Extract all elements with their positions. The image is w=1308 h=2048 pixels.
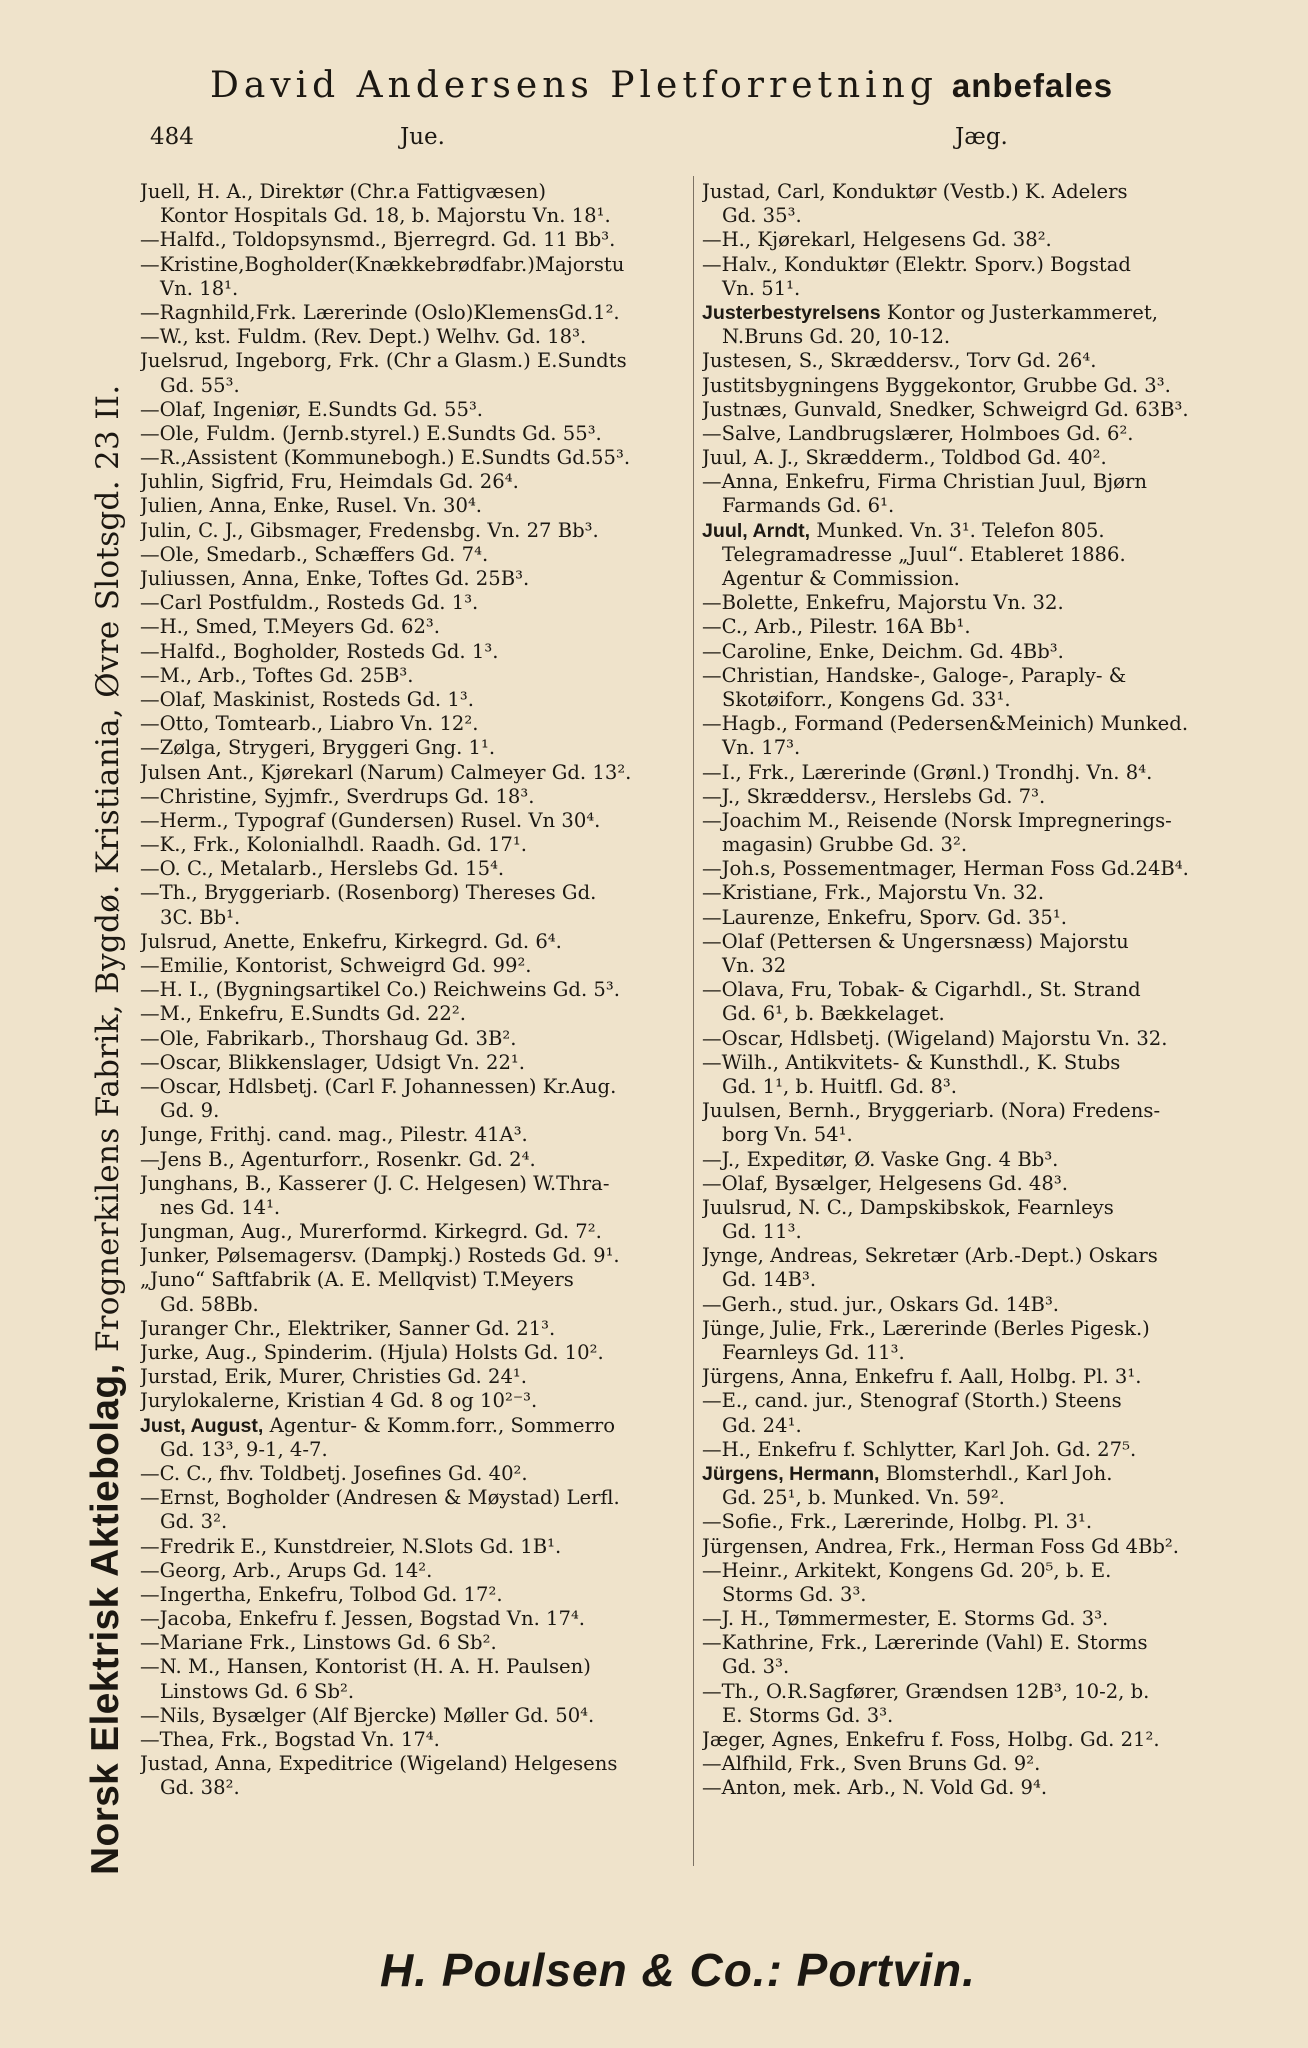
directory-entry-line: Justerbestyrelsens Kontor og Justerkammeret, bbox=[702, 300, 1158, 324]
directory-entry-line: —J. H., Tømmermester, E. Storms Gd. 3³. bbox=[702, 1607, 1109, 1631]
directory-entry-line: —Salve, Landbrugslærer, Holmboes Gd. 6². bbox=[702, 421, 1134, 445]
directory-entry-line: Gd. 3². bbox=[160, 1510, 228, 1534]
directory-entry-line: —Zølga, Strygeri, Bryggeri Gng. 1¹. bbox=[140, 736, 496, 760]
directory-entry-line: Skotøiforr., Kongens Gd. 33¹. bbox=[722, 687, 1011, 711]
directory-entry-line: —Ole, Fuldm. (Jernb.styrel.) E.Sundts Gd. 55³. bbox=[140, 421, 602, 445]
directory-entry-line: —Wilh., Antikvitets- & Kunsthdl., K. Stubs bbox=[702, 1050, 1121, 1074]
directory-entry-line: Kontor Hospitals Gd. 18, b. Majorstu Vn. 18¹. bbox=[160, 204, 611, 228]
directory-entry-line: —Oscar, Blikkenslager, Udsigt Vn. 22¹. bbox=[140, 1050, 526, 1074]
directory-entry-line: —Olaf, Maskinist, Rosteds Gd. 1³. bbox=[140, 687, 474, 711]
directory-entry-line: Gd. 25¹, b. Munked. Vn. 59². bbox=[722, 1486, 1005, 1510]
directory-entry-line: —Gerh., stud. jur., Oskars Gd. 14B³. bbox=[702, 1292, 1060, 1316]
directory-entry-line: Gd. 58Bb. bbox=[160, 1292, 259, 1316]
directory-entry-line: E. Storms Gd. 3³. bbox=[722, 1703, 894, 1727]
directory-entry-line: Gd. 35³. bbox=[722, 204, 802, 228]
directory-entry-line: —I., Frk., Lærerinde (Grønl.) Trondhj. Vn. 8⁴. bbox=[702, 760, 1153, 784]
directory-entry-line: Justad, Carl, Konduktør (Vestb.) K. Adelers bbox=[702, 180, 1128, 203]
directory-entry-line: —Olaf, Bysælger, Helgesens Gd. 48³. bbox=[702, 1171, 1068, 1195]
directory-entry-line: Juul, Arndt, Munked. Vn. 3¹. Telefon 805. bbox=[702, 518, 1105, 542]
directory-entry-line: —Anna, Enkefru, Firma Christian Juul, Bjørn bbox=[702, 470, 1147, 494]
directory-entry-line: Jürgensen, Andrea, Frk., Herman Foss Gd 4Bb². bbox=[702, 1534, 1179, 1558]
directory-entry-line: Farmands Gd. 6¹. bbox=[722, 494, 895, 518]
directory-entry-line: Gd. 11³. bbox=[722, 1220, 802, 1244]
directory-entry-line: —Otto, Tomtearb., Liabro Vn. 12². bbox=[140, 712, 479, 736]
directory-entry-line: magasin) Grubbe Gd. 3². bbox=[722, 833, 968, 857]
directory-entry-line: —Ole, Smedarb., Schæffers Gd. 7⁴. bbox=[140, 542, 489, 566]
top-advert-banner bbox=[210, 62, 1220, 110]
directory-entry-line: —Olava, Fru, Tobak- & Cigarhdl., St. Strand bbox=[702, 978, 1141, 1002]
directory-entry-line: Junge, Frithj. cand. mag., Pilestr. 41A³. bbox=[140, 1123, 528, 1147]
directory-entry-line: Fearnleys Gd. 11³. bbox=[722, 1341, 905, 1364]
directory-entry-line: —Joh.s, Possementmager, Herman Foss Gd.24B⁴. bbox=[702, 857, 1189, 881]
side-advert-rest: Frognerkilens Fabrik, Bygdø. Kristiania, Øvre Slotsgd. 23 II. bbox=[90, 384, 126, 1353]
directory-entry-line: —J., Skræddersv., Herslebs Gd. 7³. bbox=[702, 784, 1046, 808]
directory-entry-line: Storms Gd. 3³. bbox=[722, 1582, 867, 1606]
directory-entry-line: —C. C., fhv. Toldbetj. Josefines Gd. 40². bbox=[140, 1461, 528, 1485]
directory-entry-line: Linstows Gd. 6 Sb². bbox=[160, 1679, 355, 1703]
directory-entry-line: —Kristiane, Frk., Majorstu Vn. 32. bbox=[702, 881, 1045, 905]
directory-entry-line: Jürgens, Anna, Enkefru f. Aall, Holbg. Pl. 3¹. bbox=[702, 1365, 1142, 1389]
directory-entry-line: —Fredrik E., Kunstdreier, N.Slots Gd. 1B¹. bbox=[140, 1534, 562, 1558]
directory-entry-line: Just, August, Agentur- & Komm.forr., Sommerro bbox=[140, 1413, 615, 1437]
directory-entry-line: —Ole, Fabrikarb., Thorshaug Gd. 3B². bbox=[140, 1026, 517, 1050]
directory-entry-line: —H., Smed, T.Meyers Gd. 62³. bbox=[140, 615, 441, 639]
directory-entry-line: —J., Expeditør, Ø. Vaske Gng. 4 Bb³. bbox=[702, 1147, 1059, 1171]
directory-entry-line: Gd. 1¹, b. Huitfl. Gd. 8³. bbox=[722, 1074, 958, 1098]
directory-entry-line: Justnæs, Gunvald, Snedker, Schweigrd Gd. 63B³. bbox=[702, 397, 1189, 421]
directory-entry-line: —M., Enkefru, E.Sundts Gd. 22². bbox=[140, 1002, 466, 1026]
directory-entry-line: Julien, Anna, Enke, Rusel. Vn. 30⁴. bbox=[140, 494, 483, 518]
directory-entry-line: Justitsbygningens Byggekontor, Grubbe Gd. 3³. bbox=[702, 373, 1171, 397]
directory-entry-line: Juulsrud, N. C., Dampskibskok, Fearnleys bbox=[702, 1195, 1114, 1219]
directory-entry-line: N.Bruns Gd. 20, 10-12. bbox=[722, 325, 951, 349]
side-advert bbox=[80, 290, 132, 1875]
directory-entry-line: Vn. 17³. bbox=[722, 736, 801, 760]
page-number: 484 bbox=[150, 124, 194, 150]
directory-entry-line: Gd. 24¹. bbox=[722, 1413, 802, 1437]
right-column bbox=[702, 180, 1262, 1860]
directory-entry-line: —Carl Postfuldm., Rosteds Gd. 1³. bbox=[140, 591, 479, 615]
banner-text: David Andersens Pletforretning bbox=[210, 65, 938, 106]
directory-entry-line: —Joachim M., Reisende (Norsk Impregnerings- bbox=[702, 808, 1172, 832]
guide-word-right: Jæg. bbox=[955, 124, 1008, 150]
directory-entry-line: —O. C., Metalarb., Herslebs Gd. 15⁴. bbox=[140, 857, 505, 881]
directory-entry-line: —Emilie, Kontorist, Schweigrd Gd. 99². bbox=[140, 954, 532, 977]
directory-entry-line: Jürgens, Hermann, Blomsterhdl., Karl Joh. bbox=[702, 1461, 1113, 1485]
directory-entry-line: —Ingertha, Enkefru, Tolbod Gd. 17². bbox=[140, 1582, 503, 1606]
directory-entry-line: Junghans, B., Kasserer (J. C. Helgesen) W.Thra- bbox=[140, 1171, 610, 1195]
directory-entry-line: —Christian, Handske-, Galoge-, Paraply- & bbox=[702, 663, 1127, 687]
directory-entry-line: —Oscar, Hdlsbetj. (Carl F. Johannessen) Kr.Aug. bbox=[140, 1074, 617, 1098]
directory-entry-line: —H., Enkefru f. Schlytter, Karl Joh. Gd. 27⁵. bbox=[702, 1437, 1137, 1461]
directory-entry-line: Juell, H. A., Direktør (Chr.a Fattigvæsen) bbox=[140, 180, 547, 203]
directory-entry-line: Junker, Pølsemagersv. (Dampkj.) Rosteds Gd. 9¹. bbox=[140, 1244, 620, 1268]
side-advert-name: Norsk Elektrisk Aktiebolag, bbox=[84, 1363, 127, 1875]
directory-entry-line: Jæger, Agnes, Enkefru f. Foss, Holbg. Gd. 21². bbox=[702, 1728, 1160, 1751]
directory-entry-line: —Caroline, Enke, Deichm. Gd. 4Bb³. bbox=[702, 639, 1064, 663]
directory-entry-line: —Hagb., Formand (Pedersen&Meinich) Munked. bbox=[702, 712, 1189, 736]
directory-entry-line: Gd. 13³, 9-1, 4-7. bbox=[160, 1437, 328, 1461]
directory-entry-line: Telegramadresse „Juul“. Etableret 1886. bbox=[722, 542, 1126, 566]
directory-entry-line: —Bolette, Enkefru, Majorstu Vn. 32. bbox=[702, 591, 1064, 615]
guide-word-left: Jue. bbox=[400, 124, 445, 150]
directory-entry-line: —K., Frk., Kolonialhdl. Raadh. Gd. 17¹. bbox=[140, 833, 527, 857]
directory-entry-line: —H. I., (Bygningsartikel Co.) Reichweins Gd. 5³. bbox=[140, 978, 620, 1002]
directory-entry-line: —Kathrine, Frk., Lærerinde (Vahl) E. Storms bbox=[702, 1631, 1148, 1655]
directory-entry-line: borg Vn. 54¹. bbox=[722, 1123, 853, 1147]
directory-entry-line: —C., Arb., Pilestr. 16A Bb¹. bbox=[702, 615, 971, 639]
footer-advert: H. Poulsen & Co.: Portvin. bbox=[380, 1944, 976, 1996]
directory-entry-line: —Sofie., Frk., Lærerinde, Holbg. Pl. 3¹. bbox=[702, 1510, 1093, 1534]
directory-entry-line: —Halfd., Bogholder, Rosteds Gd. 1³. bbox=[140, 639, 499, 663]
directory-entry-line: Gd. 55³. bbox=[160, 373, 240, 397]
directory-entry-line: —Halv., Konduktør (Elektr. Sporv.) Bogstad bbox=[702, 252, 1131, 276]
directory-entry-line: —M., Arb., Toftes Gd. 25B³. bbox=[140, 663, 414, 687]
directory-entry-line: —W., kst. Fuldm. (Rev. Dept.) Welhv. Gd. 18³. bbox=[140, 325, 587, 349]
directory-entry-line: Julsen Ant., Kjørekarl (Narum) Calmeyer Gd. 13². bbox=[140, 760, 632, 784]
directory-entry-line: —Olaf, Ingeniør, E.Sundts Gd. 55³. bbox=[140, 397, 484, 421]
directory-entry-line: Gd. 6¹, b. Bækkelaget. bbox=[722, 1002, 945, 1026]
directory-entry-line: —Herm., Typograf (Gundersen) Rusel. Vn 30⁴. bbox=[140, 808, 601, 832]
directory-entry-line: —Halfd., Toldopsynsmd., Bjerregrd. Gd. 11 Bb³. bbox=[140, 228, 616, 252]
directory-entry-line: Juranger Chr., Elektriker, Sanner Gd. 21³. bbox=[140, 1316, 556, 1340]
directory-entry-line: —Mariane Frk., Linstows Gd. 6 Sb². bbox=[140, 1631, 497, 1655]
directory-entry-line: Jurstad, Erik, Murer, Christies Gd. 24¹. bbox=[140, 1365, 528, 1389]
directory-entry-line: —Ernst, Bogholder (Andresen & Møystad) Lerfl. bbox=[140, 1486, 620, 1510]
directory-entry-line: —Kristine,Bogholder(Knækkebrødfabr.)Majorstu bbox=[140, 252, 625, 276]
directory-entry-line: —Jens B., Agenturforr., Rosenkr. Gd. 2⁴. bbox=[140, 1147, 536, 1171]
directory-entry-line: —Alfhild, Frk., Sven Bruns Gd. 9². bbox=[702, 1752, 1041, 1776]
directory-entry-line: Gd. 3³. bbox=[722, 1655, 790, 1679]
directory-entry-line: Vn. 32 bbox=[722, 954, 787, 977]
directory-entry-line: Jünge, Julie, Frk., Lærerinde (Berles Pigesk.) bbox=[702, 1316, 1150, 1340]
directory-entry-line: Vn. 51¹. bbox=[722, 276, 801, 300]
directory-entry-line: Juulsen, Bernh., Bryggeriarb. (Nora) Fredens- bbox=[702, 1099, 1161, 1123]
directory-entry-line: 3C. Bb¹. bbox=[160, 905, 241, 929]
directory-entry-line: —R.,Assistent (Kommunebogh.) E.Sundts Gd.55³. bbox=[140, 446, 631, 470]
directory-entry-line: —N. M., Hansen, Kontorist (H. A. H. Paulsen) bbox=[140, 1655, 591, 1679]
directory-entry-line: —Olaf (Pettersen & Ungersnæss) Majorstu bbox=[702, 929, 1129, 953]
directory-entry-line: —Laurenze, Enkefru, Sporv. Gd. 35¹. bbox=[702, 905, 1067, 929]
directory-entry-line: —Nils, Bysælger (Alf Bjercke) Møller Gd. 50⁴. bbox=[140, 1703, 595, 1727]
directory-entry-line: —Christine, Syjmfr., Sverdrups Gd. 18³. bbox=[140, 784, 535, 808]
directory-entry-line: Julin, C. J., Gibsmager, Fredensbg. Vn. 27 Bb³. bbox=[140, 518, 599, 542]
directory-entry-line: —E., cand. jur., Stenograf (Storth.) Steens bbox=[702, 1389, 1122, 1413]
left-column bbox=[140, 180, 690, 1860]
directory-entry-line: Jurylokalerne, Kristian 4 Gd. 8 og 10²⁻³. bbox=[140, 1389, 538, 1413]
directory-entry-line: —Ragnhild,Frk. Lærerinde (Oslo)KlemensGd.1². bbox=[140, 300, 620, 324]
directory-entry-line: Agentur & Commission. bbox=[722, 567, 960, 590]
directory-entry-line: Julsrud, Anette, Enkefru, Kirkegrd. Gd. 6⁴. bbox=[140, 929, 562, 953]
directory-entry-line: Gd. 14B³. bbox=[722, 1268, 817, 1292]
directory-entry-line: „Juno“ Saftfabrik (A. E. Mellqvist) T.Meyers bbox=[140, 1268, 574, 1292]
directory-entry-line: nes Gd. 14¹. bbox=[160, 1195, 281, 1219]
banner-suffix: anbefales bbox=[951, 67, 1114, 104]
directory-entry-line: —Th., O.R.Sagfører, Grændsen 12B³, 10-2, b. bbox=[702, 1679, 1150, 1703]
directory-entry-line: Jurke, Aug., Spinderim. (Hjula) Holsts Gd. 10². bbox=[140, 1341, 604, 1364]
directory-entry-line: Juelsrud, Ingeborg, Frk. (Chr a Glasm.) E.Sundts bbox=[140, 349, 627, 373]
directory-entry-line: —H., Kjørekarl, Helgesens Gd. 38². bbox=[702, 228, 1052, 252]
directory-entry-line: Gd. 38². bbox=[160, 1776, 240, 1800]
directory-entry-line: —Jacoba, Enkefru f. Jessen, Bogstad Vn. 17⁴. bbox=[140, 1607, 586, 1631]
directory-entry-line: Juhlin, Sigfrid, Fru, Heimdals Gd. 26⁴. bbox=[140, 470, 519, 494]
directory-entry-line: Jynge, Andreas, Sekretær (Arb.-Dept.) Oskars bbox=[702, 1244, 1158, 1268]
directory-entry-line: —Thea, Frk., Bogstad Vn. 17⁴. bbox=[140, 1728, 440, 1751]
directory-entry-line: —Anton, mek. Arb., N. Vold Gd. 9⁴. bbox=[702, 1776, 1048, 1800]
directory-entry-line: —Oscar, Hdlsbetj. (Wigeland) Majorstu Vn. 32. bbox=[702, 1026, 1168, 1050]
directory-entry-line: Juliussen, Anna, Enke, Toftes Gd. 25B³. bbox=[140, 567, 530, 590]
directory-entry-line: —Georg, Arb., Arups Gd. 14². bbox=[140, 1558, 433, 1582]
directory-entry-line: —Heinr., Arkitekt, Kongens Gd. 20⁵, b. E. bbox=[702, 1558, 1112, 1582]
directory-entry-line: —Th., Bryggeriarb. (Rosenborg) Thereses Gd. bbox=[140, 881, 597, 905]
directory-entry-line: Gd. 9. bbox=[160, 1099, 220, 1123]
directory-entry-line: Vn. 18¹. bbox=[160, 276, 239, 300]
directory-entry-line: Jungman, Aug., Murerformd. Kirkegrd. Gd. 7². bbox=[140, 1220, 602, 1244]
directory-entry-line: Justad, Anna, Expeditrice (Wigeland) Helgesens bbox=[140, 1752, 618, 1776]
column-divider bbox=[693, 176, 694, 1866]
directory-entry-line: Juul, A. J., Skrædderm., Toldbod Gd. 40². bbox=[702, 446, 1107, 470]
directory-entry-line: Justesen, S., Skræddersv., Torv Gd. 26⁴. bbox=[702, 349, 1097, 373]
